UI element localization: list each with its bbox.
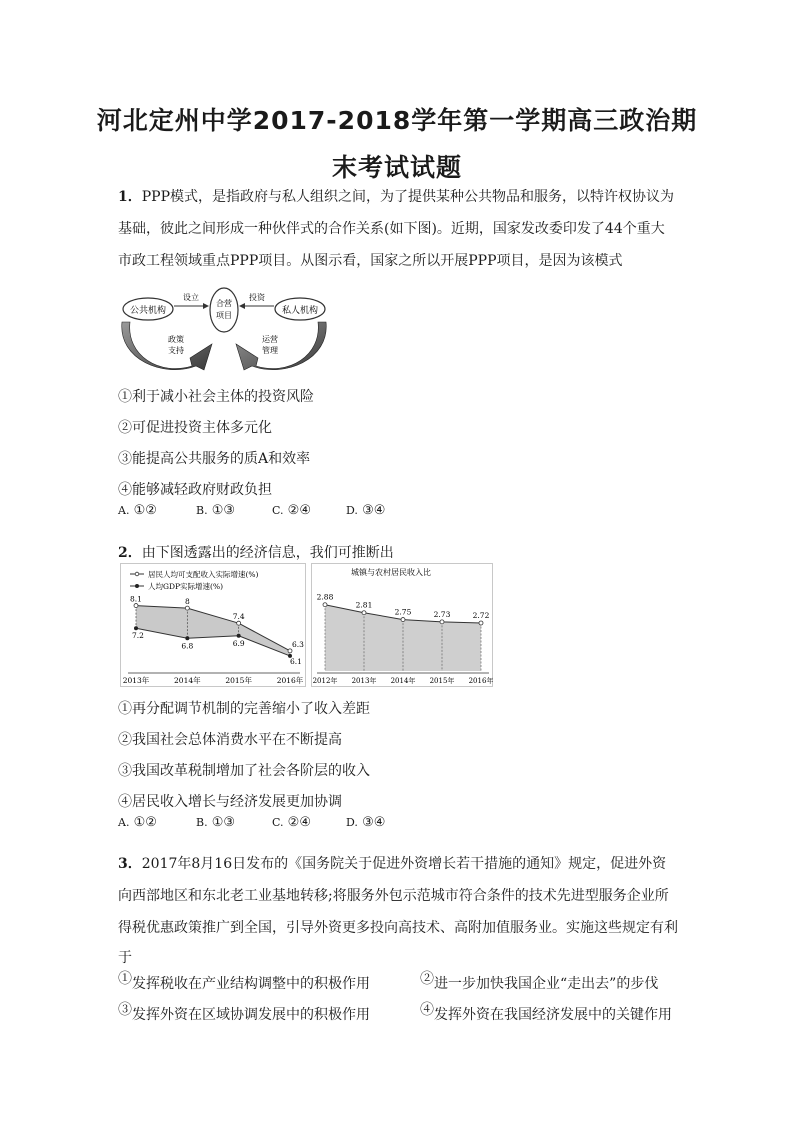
q2-number: 2． (118, 545, 142, 561)
q2-choice-d[interactable] (346, 815, 385, 830)
q1-choice-b-value: ①③ (211, 503, 236, 518)
q3-option-2-mark: ② (420, 971, 434, 987)
income-growth-label: 8 (184, 597, 190, 607)
gdp-growth-point (237, 634, 241, 638)
chart1-x-tick: 2016年 (276, 676, 304, 685)
q1-text-2: 基础，彼此之间形成一种伙伴式的合作关系(如下图)。近期，国家发改委印发了44个重大 (118, 221, 665, 237)
q1-choice-a-value: ①② (133, 503, 157, 518)
page-title-line2: 末考试试题 (331, 153, 462, 182)
legend-marker-income (135, 572, 139, 576)
q1-choice-c-label: C. (272, 504, 284, 517)
legend-income: 居民人均可支配收入实际增速(%) (148, 570, 259, 579)
q1-option-2: ②可促进投资主体多元化 (118, 420, 272, 436)
income-ratio-point (440, 620, 444, 624)
private-agency-label: 私人机构 (281, 306, 319, 316)
income-growth-point (288, 649, 292, 653)
gdp-growth-label: 6.9 (232, 638, 245, 648)
q3-option-4-mark: ④ (420, 1002, 434, 1018)
q2-option-1: ①再分配调节机制的完善缩小了收入差距 (118, 701, 370, 717)
q3-option-2-text: 进一步加快我国企业“走出去”的步伐 (434, 976, 659, 992)
q2-choice-b[interactable] (196, 815, 235, 830)
gdp-growth-label: 6.1 (290, 656, 302, 666)
income-growth-point (134, 604, 138, 608)
q2-choice-c-value: ②④ (287, 815, 311, 830)
income-ratio-point (401, 618, 405, 622)
q3-text-4: 于 (118, 950, 132, 966)
chart1-x-tick: 2014年 (174, 676, 201, 685)
q1-text-1: PPP模式，是指政府与私人组织之间，为了提供某种公共物品和服务，以特许权协议为 (141, 189, 675, 205)
gdp-growth-point (134, 626, 138, 630)
ops-label-2: 管理 (262, 346, 278, 355)
gdp-growth-label: 6.8 (181, 641, 194, 651)
income-ratio-label: 2.88 (316, 592, 334, 602)
legend-gdp: 人均GDP实际增速(%) (148, 582, 224, 591)
chart2-x-tick: 2013年 (351, 677, 377, 685)
q2-option-2: ②我国社会总体消费水平在不断提高 (118, 732, 342, 748)
income-ratio-point (323, 603, 327, 607)
income-growth-point (185, 606, 189, 610)
q1-choice-b[interactable] (196, 503, 235, 518)
income-growth-label: 6.3 (292, 639, 304, 649)
invest-label: 投资 (249, 293, 265, 302)
policy-support-arrow (122, 322, 212, 370)
q2-choice-d-label: D. (346, 816, 358, 829)
income-ratio-label: 2.75 (394, 607, 412, 617)
q3-option-4 (420, 1004, 672, 1024)
q1-choice-c-value: ②④ (287, 503, 311, 518)
q2-choice-a[interactable] (118, 815, 157, 830)
chart2-x-tick: 2015年 (429, 677, 455, 685)
q1-option-1: ①利于减小社会主体的投资风险 (118, 389, 314, 405)
policy-label-2: 支持 (168, 346, 184, 355)
page-title-line1: 河北定州中学2017-2018学年第一学期高三政治期 (96, 106, 698, 135)
ops-label-1: 运营 (262, 335, 278, 344)
gdp-growth-label: 7.2 (132, 631, 144, 641)
gdp-growth-point (185, 636, 189, 640)
legend-marker-gdp (135, 584, 139, 588)
income-ratio-point (479, 621, 483, 625)
q1-choice-a-label: A. (118, 504, 130, 517)
q3-option-1-mark: ① (118, 971, 132, 987)
income-growth-label: 7.4 (232, 612, 245, 622)
q1-text-3: 市政工程领域重点PPP项目。从图示看，国家之所以开展PPP项目，是因为该模式 (118, 253, 623, 269)
q3-number: 3． (118, 856, 142, 872)
chart1-x-tick: 2013年 (122, 676, 150, 685)
q1-option-4: ④能够减轻政府财政负担 (118, 482, 272, 498)
income-ratio-label: 2.73 (433, 609, 451, 619)
q2-choice-c[interactable] (272, 815, 311, 830)
q3-option-1 (118, 973, 370, 993)
q3-option-4-text: 发挥外资在我国经济发展中的关键作用 (434, 1007, 672, 1023)
q3-option-2 (420, 973, 658, 993)
operation-management-arrow (236, 322, 326, 370)
chart2-title: 城镇与农村居民收入比 (351, 568, 431, 577)
q1-choice-a[interactable] (118, 503, 157, 518)
q2-choice-a-label: A. (118, 816, 130, 829)
q1-choice-b-label: B. (196, 504, 208, 517)
q2-option-3: ③我国改革税制增加了社会各阶层的收入 (118, 763, 370, 779)
q2-line (118, 542, 394, 562)
income-ratio-label: 2.81 (355, 600, 373, 610)
q3-text-1: 2017年8月16日发布的《国务院关于促进外资增长若干措施的通知》规定，促进外资 (141, 856, 667, 872)
q1-choice-c[interactable] (272, 503, 311, 518)
q2-choice-d-value: ③④ (362, 815, 386, 830)
q2-choice-a-value: ①② (133, 815, 157, 830)
joint-project-label-1: 合营 (216, 299, 232, 308)
q2-text: 由下图透露出的经济信息，我们可推断出 (141, 545, 394, 561)
chart1-x-tick: 2015年 (225, 676, 252, 685)
joint-project-label-2: 项目 (216, 311, 232, 320)
q3-option-3 (118, 1004, 370, 1024)
public-agency-label: 公共机构 (129, 306, 167, 316)
income-ratio-point (362, 611, 366, 615)
q2-choice-b-value: ①③ (211, 815, 236, 830)
income-growth-label: 8.1 (130, 594, 142, 604)
q1-option-3: ③能提高公共服务的质A和效率 (118, 451, 311, 467)
chart2-x-tick: 2012年 (312, 677, 338, 685)
q1-choice-d-value: ③④ (362, 503, 386, 518)
q3-text-2: 向西部地区和东北老工业基地转移;将服务外包示范城市符合条件的技术先进型服务企业所 (118, 888, 669, 904)
income-ratio-label: 2.72 (472, 611, 490, 620)
setup-label: 设立 (183, 293, 199, 302)
chart2-x-tick: 2016年 (468, 677, 493, 685)
q3-option-3-text: 发挥外资在区域协调发展中的积极作用 (132, 1007, 370, 1023)
growth-rate-chart (120, 563, 306, 687)
q3-option-1-text: 发挥税收在产业结构调整中的积极作用 (132, 976, 370, 992)
ppp-diagram (120, 284, 330, 376)
q1-choice-d-label: D. (346, 504, 358, 517)
policy-label-1: 政策 (168, 335, 184, 344)
chart2-x-tick: 2014年 (390, 677, 416, 685)
q1-number: 1． (118, 189, 142, 205)
q3-option-3-mark: ③ (118, 1002, 132, 1018)
income-ratio-chart (311, 563, 493, 687)
q3-text-3: 得税优惠政策推广到全国，引导外资更多投向高技术、高附加值服务业。实施这些规定有利 (118, 920, 678, 936)
q1-line-1 (118, 186, 674, 206)
q2-choice-c-label: C. (272, 816, 284, 829)
income-growth-point (237, 621, 241, 625)
q2-choice-b-label: B. (196, 816, 208, 829)
q1-choice-d[interactable] (346, 503, 385, 518)
joint-project-node (210, 288, 238, 332)
q2-option-4: ④居民收入增长与经济发展更加协调 (118, 794, 342, 810)
q3-line-1 (118, 853, 666, 873)
